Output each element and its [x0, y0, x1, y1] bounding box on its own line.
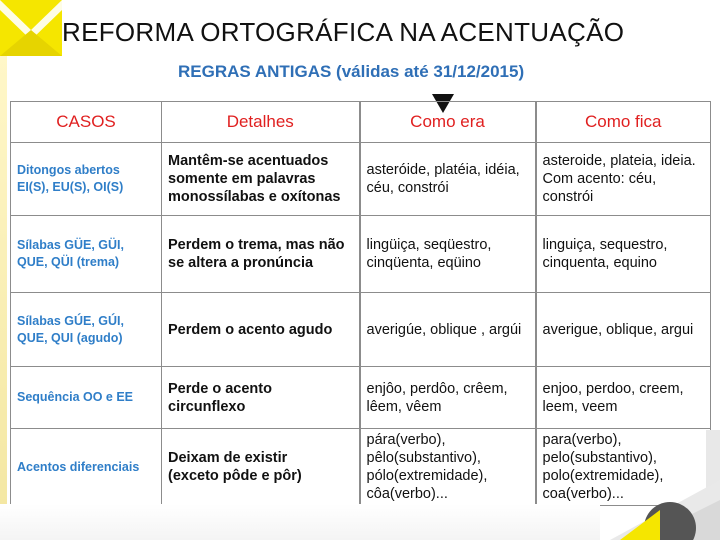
rules-table — [10, 101, 711, 506]
bottom-right-decoration — [600, 470, 720, 540]
slide-title: REFORMA ORTOGRÁFICA NA ACENTUAÇÃO — [62, 17, 625, 47]
cell-como-fica: para(verbo), pelo(substantivo), polo(extremidade), coa(verbo)... — [536, 429, 711, 506]
cell-como-era: averigúe, oblique , argúi — [360, 293, 536, 367]
cell-detalhes: Perdem o trema, mas não se altera a pronúncia — [162, 216, 360, 293]
cell-como-era: pára(verbo), pêlo(substantivo), pólo(extremidade), côa(verbo)... — [360, 429, 536, 506]
cell-caso: Acentos diferenciais — [11, 429, 162, 506]
cell-detalhes: Mantêm-se acentuados somente em palavras monossílabas e oxítonas — [162, 143, 360, 216]
table-row — [11, 367, 711, 429]
slide-subtitle: REGRAS ANTIGAS (válidas até 31/12/2015) — [178, 62, 525, 81]
cell-caso: Sílabas GÜE, GÜI, QUE, QÜI (trema) — [11, 216, 162, 293]
header-detalhes: Detalhes — [162, 102, 360, 143]
corner-accent-shape — [0, 0, 62, 56]
cell-detalhes: Perde o acento circunflexo — [162, 367, 360, 429]
header-casos: CASOS — [11, 102, 162, 143]
table-row — [11, 143, 711, 216]
rules-table-container — [10, 101, 710, 504]
cell-como-fica: asteroide, plateia, ideia. Com acento: céu, constrói — [536, 143, 711, 216]
footer-background-strip — [0, 504, 600, 540]
cell-como-fica: linguiça, sequestro, cinquenta, equino — [536, 216, 711, 293]
table-row — [11, 216, 711, 293]
cell-detalhes: Deixam de existir (exceto pôde e pôr) — [162, 429, 360, 506]
header-como-fica: Como fica — [536, 102, 711, 143]
cell-como-era: enjôo, perdôo, crêem, lêem, vêem — [360, 367, 536, 429]
cell-caso: Sequência OO e EE — [11, 367, 162, 429]
left-decorative-bar — [0, 56, 7, 540]
table-row — [11, 293, 711, 367]
header-como-era: Como era — [360, 102, 536, 143]
table-header-row — [11, 102, 711, 143]
cell-como-fica: enjoo, perdoo, creem, leem, veem — [536, 367, 711, 429]
cell-caso: Ditongos abertos EI(S), EU(S), OI(S) — [11, 143, 162, 216]
cell-detalhes: Perdem o acento agudo — [162, 293, 360, 367]
cell-como-era: lingüiça, seqüestro, cinqüenta, eqüino — [360, 216, 536, 293]
cell-caso: Sílabas GÚE, GÚI, QUE, QUI (agudo) — [11, 293, 162, 367]
cell-como-era: asteróide, platéia, idéia, céu, constrói — [360, 143, 536, 216]
cell-como-fica: averigue, oblique, argui — [536, 293, 711, 367]
